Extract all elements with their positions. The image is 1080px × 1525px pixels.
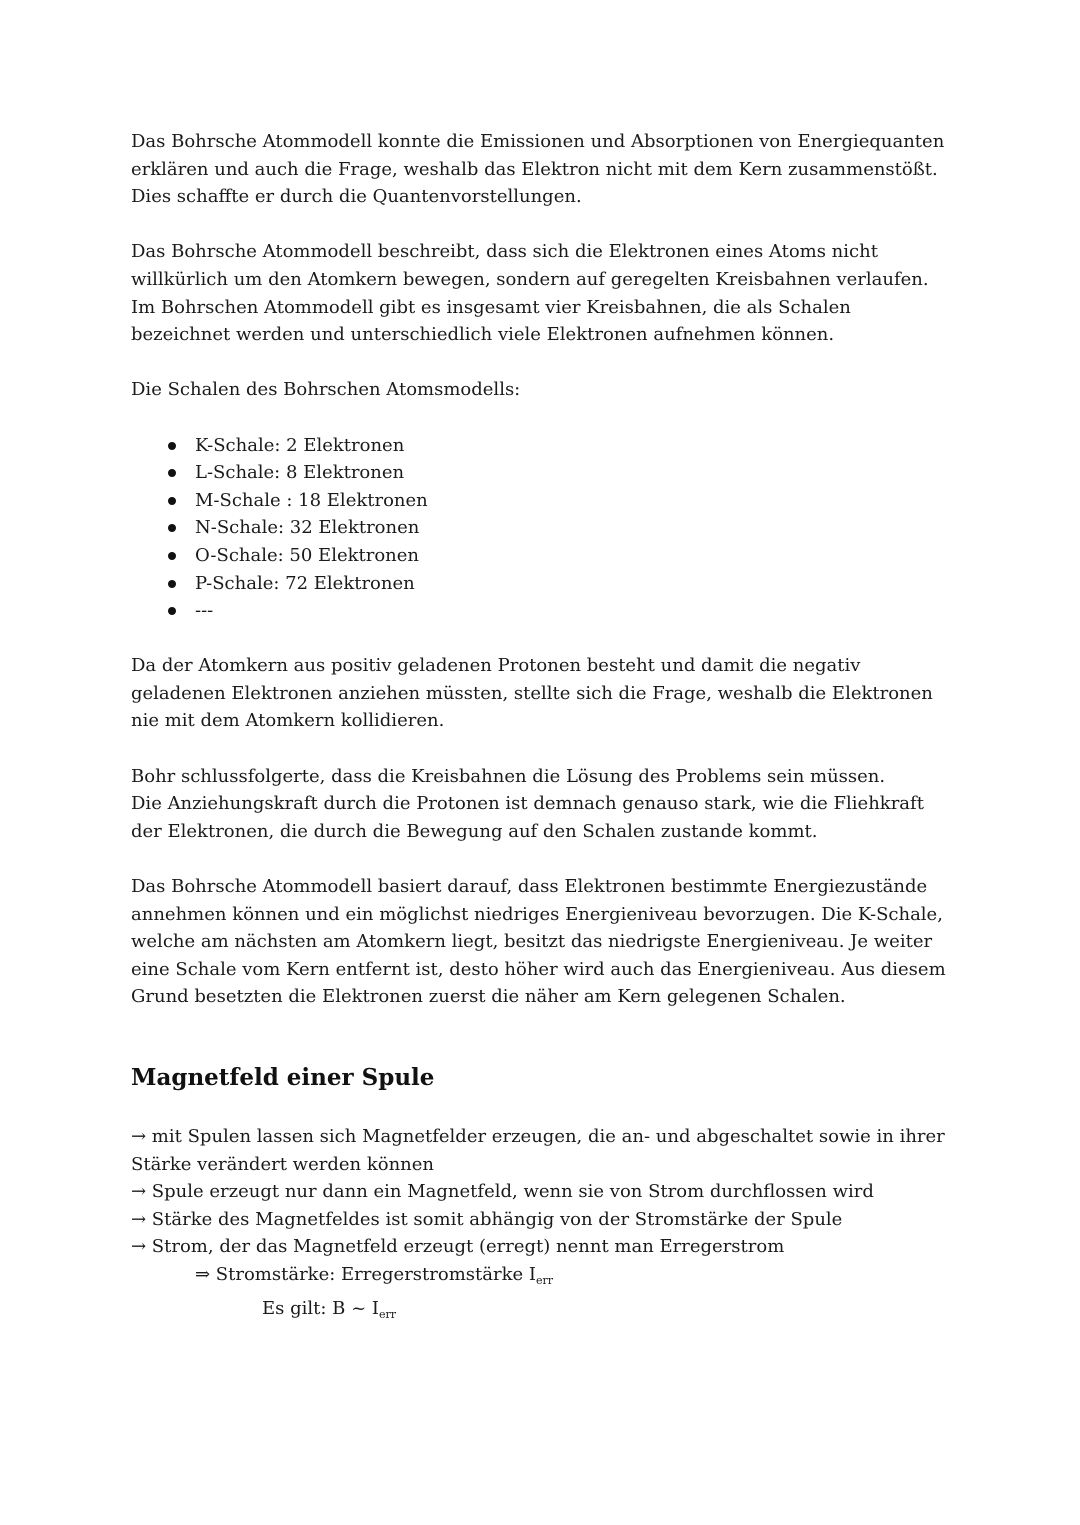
arrow-notes (131, 1123, 951, 1328)
paragraph-line: Die Anziehungskraft durch die Protonen ist demnach genauso stark, wie die Fliehkraft der Elektronen, die durch die Bewegung auf den Schalen zustande kommt. (131, 793, 924, 842)
document-page (131, 128, 951, 1328)
implication-line (131, 1261, 951, 1295)
paragraph-bohr-orbits: Das Bohrsche Atommodell beschreibt, dass sich die Elektronen eines Atoms nicht willkürlich um den Atomkern bewegen, sondern auf geregelten Kreisbahnen verlaufen. Im Bohrschen Atommodell gibt es insgesamt vier Kreisbahnen, die als Schalen bezeichnet werden und unterschiedlich viele Elektronen aufnehmen können. (131, 241, 929, 346)
arrow-line: → Stärke des Magnetfeldes ist somit abhängig von der Stromstärke der Spule (131, 1208, 843, 1230)
paragraph-bohr-conclusion (131, 763, 951, 846)
formula-line (131, 1295, 951, 1329)
section-heading: Magnetfeld einer Spule (131, 1064, 435, 1091)
paragraph-line: Bohr schlussfolgerte, dass die Kreisbahnen die Lösung des Problems sein müssen. (131, 765, 886, 787)
shell-list (131, 432, 951, 625)
paragraph-energy-levels: Das Bohrsche Atommodell basiert darauf, dass Elektronen bestimmte Energiezustände annehmen können und ein möglichst niedriges Energieniveau bevorzugen. Die K-Schale, welche am nächsten am Atomkern liegt, besitzt das niedrigste Energieniveau. Je weiter eine Schale vom Kern entfernt ist, desto höher wird auch das Energieniveau. Aus diesem Grund besetzten die Elektronen zuerst die näher am Kern gelegenen Schalen. (131, 876, 946, 1008)
paragraph-nucleus-question: Da der Atomkern aus positiv geladenen Protonen besteht und damit die negativ geladenen Elektronen anziehen müssten, stellte sich die Frage, weshalb die Elektronen nie mit dem Atomkern kollidieren. (131, 655, 933, 732)
list-item: L-Schale: 8 Elektronen (131, 459, 951, 487)
arrow-line: → Strom, der das Magnetfeld erzeugt (erregt) nennt man Erregerstrom (131, 1236, 785, 1258)
paragraph-shells-heading: Die Schalen des Bohrschen Atomsmodells: (131, 379, 521, 401)
subscript: err (379, 1307, 397, 1321)
formula-text: Es gilt: B ~ I (262, 1297, 380, 1319)
paragraph-bohr-intro: Das Bohrsche Atommodell konnte die Emissionen und Absorptionen von Energiequanten erklären und auch die Frage, weshalb das Elektron nicht mit dem Kern zusammenstößt. Dies schaffte er durch die Quantenvorstellungen. (131, 131, 945, 208)
implication-text: ⇒ Stromstärke: Erregerstromstärke I (195, 1263, 536, 1285)
list-item: N-Schale: 32 Elektronen (131, 514, 951, 542)
list-item: O-Schale: 50 Elektronen (131, 542, 951, 570)
list-item: M-Schale : 18 Elektronen (131, 487, 951, 515)
arrow-line: → mit Spulen lassen sich Magnetfelder erzeugen, die an- und abgeschaltet sowie in ihrer Stärke verändert werden können (131, 1126, 945, 1175)
list-item: P-Schale: 72 Elektronen (131, 570, 951, 598)
subscript: err (536, 1273, 554, 1287)
list-item: K-Schale: 2 Elektronen (131, 432, 951, 460)
arrow-line: → Spule erzeugt nur dann ein Magnetfeld, wenn sie von Strom durchflossen wird (131, 1181, 874, 1203)
list-item: --- (131, 597, 951, 625)
